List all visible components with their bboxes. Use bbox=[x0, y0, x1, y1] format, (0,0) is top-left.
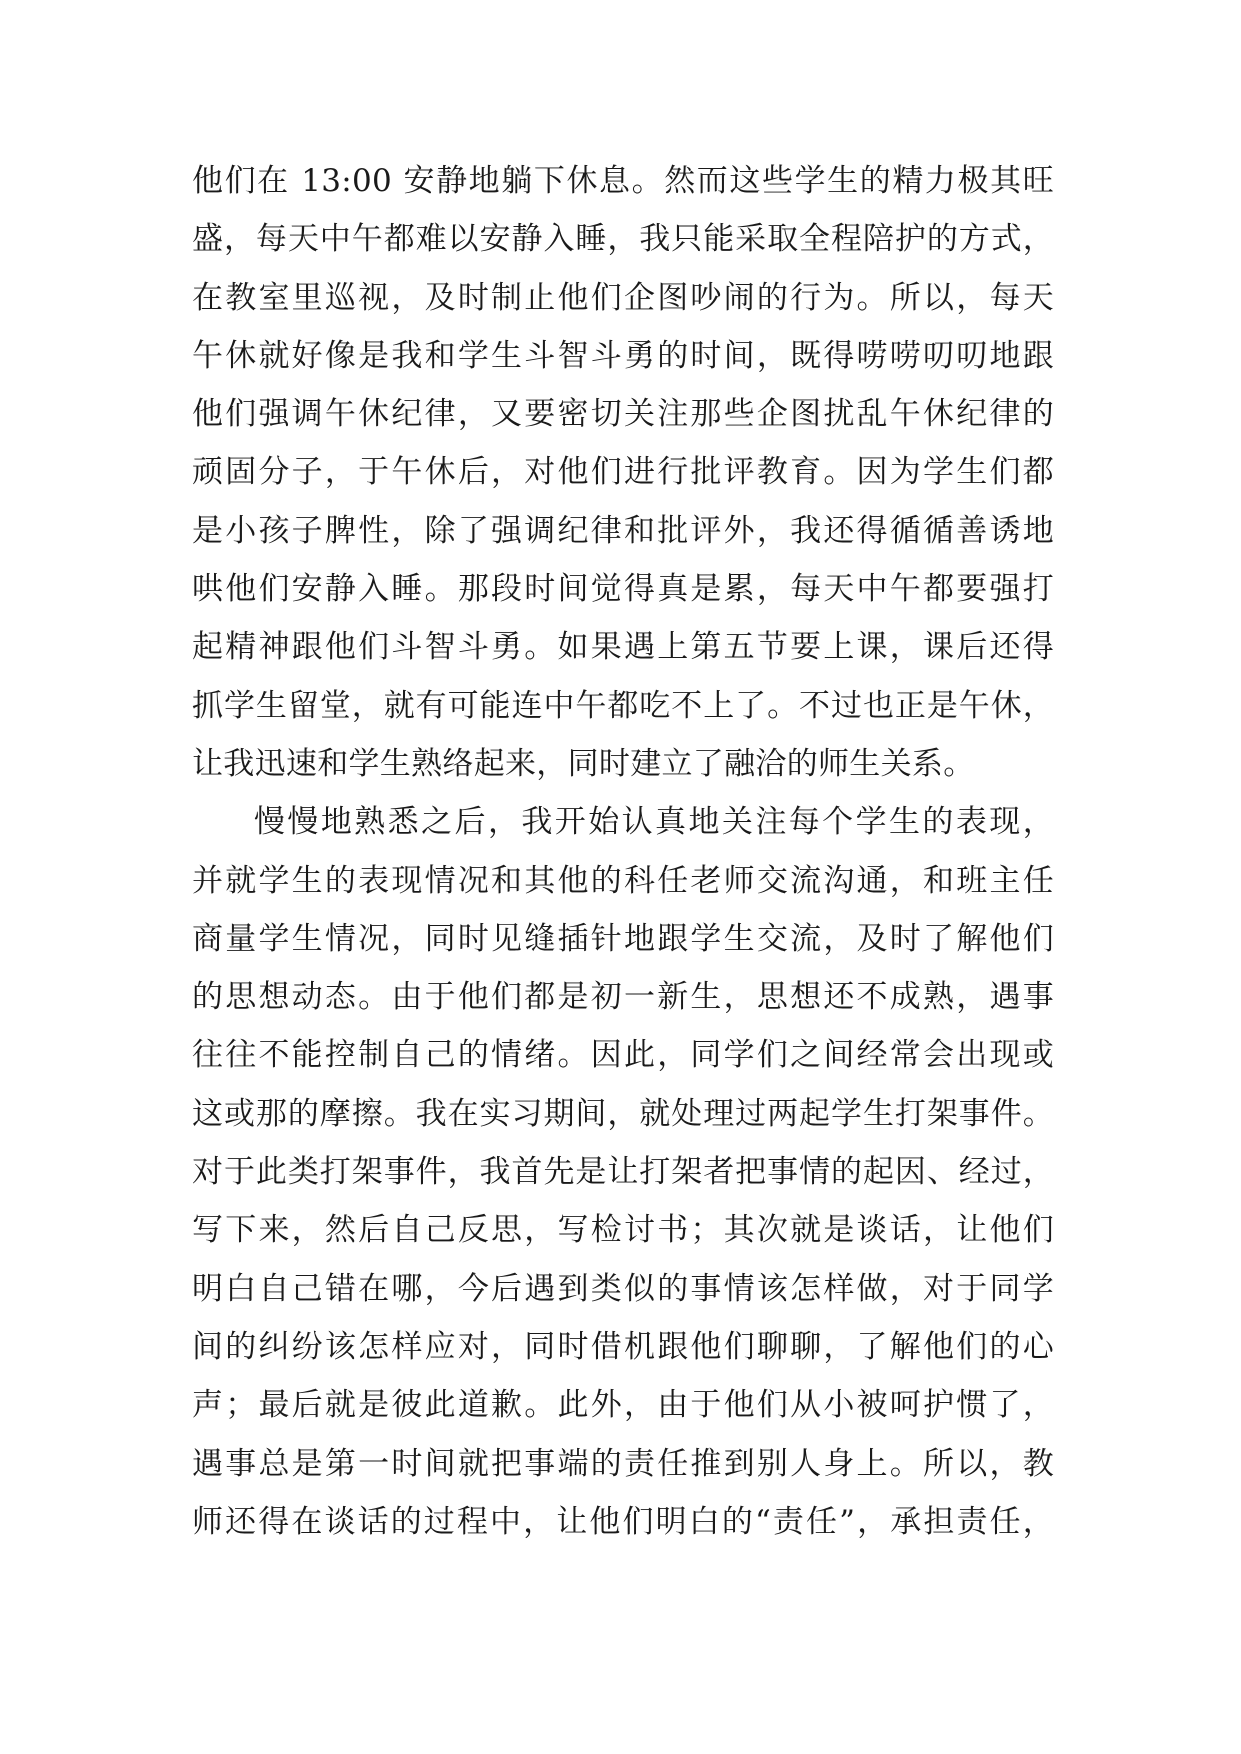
text-line: 往往不能控制自己的情绪。因此，同学们之间经常会出现或 bbox=[192, 1037, 1054, 1074]
text-line: 声；最后就是彼此道歉。此外，由于他们从小被呵护惯了， bbox=[192, 1387, 1054, 1424]
text-line: 顽固分子，于午休后，对他们进行批评教育。因为学生们都 bbox=[192, 454, 1054, 491]
text-line: 让我迅速和学生熟络起来，同时建立了融洽的师生关系。 bbox=[192, 745, 975, 782]
text-line: 他们在 13:00 安静地躺下休息。然而这些学生的精力极其旺 bbox=[192, 163, 1054, 199]
text-line: 师还得在谈话的过程中，让他们明白的“责任”，承担责任， bbox=[192, 1503, 1054, 1540]
text-line: 是小孩子脾性，除了强调纪律和批评外，我还得循循善诱地 bbox=[192, 512, 1054, 549]
text-line: 盛，每天中午都难以安静入睡，我只能采取全程陪护的方式， bbox=[192, 221, 1054, 258]
text-line: 在教室里巡视，及时制止他们企图吵闹的行为。所以，每天 bbox=[192, 279, 1054, 316]
text-line: 他们强调午休纪律，又要密切关注那些企图扰乱午休纪律的 bbox=[192, 396, 1054, 433]
text-line: 的思想动态。由于他们都是初一新生，思想还不成熟，遇事 bbox=[192, 979, 1054, 1016]
text-line: 间的纠纷该怎样应对，同时借机跟他们聊聊，了解他们的心 bbox=[192, 1328, 1054, 1365]
text-line: 起精神跟他们斗智斗勇。如果遇上第五节要上课，课后还得 bbox=[192, 629, 1054, 666]
text-line: 遇事总是第一时间就把事端的责任推到别人身上。所以，教 bbox=[192, 1445, 1054, 1482]
text-line: 慢慢地熟悉之后，我开始认真地关注每个学生的表现， bbox=[254, 804, 1054, 841]
text-line: 对于此类打架事件，我首先是让打架者把事情的起因、经过， bbox=[192, 1154, 1054, 1191]
text-line: 抓学生留堂，就有可能连中午都吃不上了。不过也正是午休， bbox=[192, 687, 1054, 724]
text-line: 商量学生情况，同时见缝插针地跟学生交流，及时了解他们 bbox=[192, 920, 1054, 957]
text-line: 明白自己错在哪，今后遇到类似的事情该怎样做，对于同学 bbox=[192, 1270, 1054, 1307]
text-line: 这或那的摩擦。我在实习期间，就处理过两起学生打架事件。 bbox=[192, 1095, 1054, 1132]
text-line: 写下来，然后自己反思，写检讨书；其次就是谈话，让他们 bbox=[192, 1212, 1054, 1249]
text-line: 并就学生的表现情况和其他的科任老师交流沟通，和班主任 bbox=[192, 862, 1054, 899]
text-line: 哄他们安静入睡。那段时间觉得真是累，每天中午都要强打 bbox=[192, 571, 1054, 608]
body-text bbox=[192, 152, 1054, 1551]
text-line: 午休就好像是我和学生斗智斗勇的时间，既得唠唠叨叨地跟 bbox=[192, 337, 1054, 374]
